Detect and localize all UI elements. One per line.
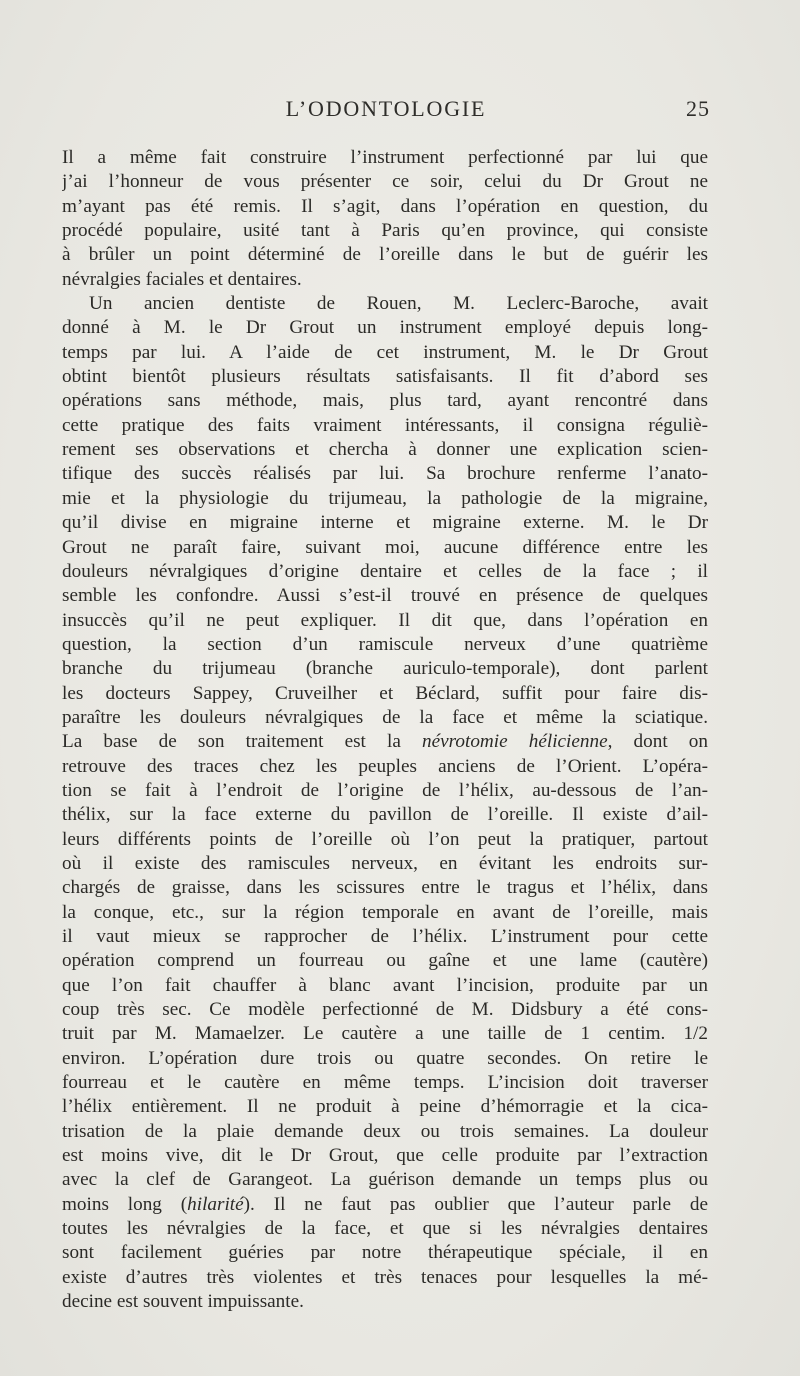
page-number: 25 [686, 96, 710, 121]
text-line: semble les confondre. Aussi s’est-il trouvé en présence de quelques [62, 585, 708, 607]
text-line: thélix, sur la face externe du pavillon de l’oreille. Il existe d’ail- [62, 804, 708, 826]
running-title: L’ODONTOLOGIE [285, 96, 487, 121]
text-line: sont facilement guéries par notre thérapeutique spéciale, il en [62, 1242, 708, 1264]
text-line: les docteurs Sappey, Cruveilher et Béclard, suffit pour faire dis- [62, 682, 708, 704]
text-line: paraître les douleurs névralgiques de la face et même la sciatique. [62, 706, 708, 728]
text-line: La base de son traitement est la névrotomie hélicienne, dont on [62, 731, 708, 753]
text-line: trisation de la plaie demande deux ou trois semaines. La douleur [62, 1120, 708, 1142]
text-line: avec la clef de Garangeot. La guérison demande un temps plus ou [62, 1169, 708, 1191]
text-line: retrouve des traces chez les peuples anciens de l’Orient. L’opéra- [62, 755, 708, 777]
text-line: où il existe des ramiscules nerveux, en évitant les endroits sur- [62, 852, 708, 874]
text-line: decine est souvent impuissante. [62, 1291, 304, 1313]
text-line: obtint bientôt plusieurs résultats satisfaisants. Il fit d’abord ses [62, 366, 708, 388]
text-line: truit par M. Mamaelzer. Le cautère a une taille de 1 centim. 1/2 [62, 1023, 708, 1045]
page-header [62, 96, 710, 126]
text-line: j’ai l’honneur de vous présenter ce soir, celui du Dr Grout ne [62, 171, 708, 193]
text-line: opération comprend un fourreau ou gaîne et une lame (cautère) [62, 950, 708, 972]
text-line: existe d’autres très violentes et très tenaces pour lesquelles la mé- [62, 1266, 708, 1288]
text-line: question, la section d’un ramiscule nerveux d’une quatrième [62, 633, 708, 655]
text-line: rement ses observations et chercha à donner une explication scien- [62, 439, 708, 461]
text-line: environ. L’opération dure trois ou quatre secondes. On retire le [62, 1047, 708, 1069]
text-line: qu’il divise en migraine interne et migraine externe. M. le Dr [62, 512, 708, 534]
text-line: la conque, etc., sur la région temporale en avant de l’oreille, mais [62, 901, 708, 923]
text-line: que l’on fait chauffer à blanc avant l’incision, produite par un [62, 974, 708, 996]
text-line: mie et la physiologie du trijumeau, la pathologie de la migraine, [62, 487, 708, 509]
text-line: cette pratique des faits vraiment intéressants, il consigna réguliè- [62, 414, 708, 436]
text-line: moins long (hilarité). Il ne faut pas oublier que l’auteur parle de [62, 1193, 708, 1215]
text-line: Un ancien dentiste de Rouen, M. Leclerc-Baroche, avait [89, 293, 708, 315]
text-line: donné à M. le Dr Grout un instrument employé depuis long- [62, 317, 708, 339]
text-line: tion se fait à l’endroit de l’origine de l’hélix, au-dessous de l’an- [62, 779, 708, 801]
text-line: l’hélix entièrement. Il ne produit à peine d’hémorragie et la cica- [62, 1096, 708, 1118]
body-text [62, 146, 708, 1315]
text-line: m’ayant pas été remis. Il s’agit, dans l’opération en question, du [62, 195, 708, 217]
text-line: douleurs névralgiques d’origine dentaire et celles de la face ; il [62, 560, 708, 582]
text-line: il vaut mieux se rapprocher de l’hélix. L’instrument pour cette [62, 926, 708, 947]
text-line: fourreau et le cautère en même temps. L’incision doit traverser [62, 1072, 708, 1094]
text-line: à brûler un point déterminé de l’oreille dans le but de guérir les [62, 244, 708, 266]
text-line: névralgies faciales et dentaires. [62, 268, 302, 290]
text-line: leurs différents points de l’oreille où l’on peut la pratiquer, partout [62, 828, 708, 850]
text-line: coup très sec. Ce modèle perfectionné de M. Didsbury a été cons- [62, 999, 708, 1021]
text-line: est moins vive, dit le Dr Grout, que celle produite par l’extraction [62, 1145, 708, 1167]
text-line: branche du trijumeau (branche auriculo-temporale), dont parlent [62, 658, 708, 680]
text-line: Il a même fait construire l’instrument perfectionné par lui que [62, 147, 708, 168]
text-line: chargés de graisse, dans les scissures entre le tragus et l’hélix, dans [62, 877, 708, 899]
text-line: toutes les névralgies de la face, et que si les névralgies dentaires [62, 1218, 708, 1240]
text-line: procédé populaire, usité tant à Paris qu’en province, qui consiste [62, 220, 708, 242]
text-line: opérations sans méthode, mais, plus tard, ayant rencontré dans [62, 390, 708, 412]
text-line: Grout ne paraît faire, suivant moi, aucune différence entre les [62, 536, 708, 558]
text-line: temps par lui. A l’aide de cet instrument, M. le Dr Grout [62, 341, 708, 363]
text-line: insuccès qu’il ne peut expliquer. Il dit que, dans l’opération en [62, 609, 708, 631]
text-line: tifique des succès réalisés par lui. Sa brochure renferme l’anato- [62, 463, 708, 485]
